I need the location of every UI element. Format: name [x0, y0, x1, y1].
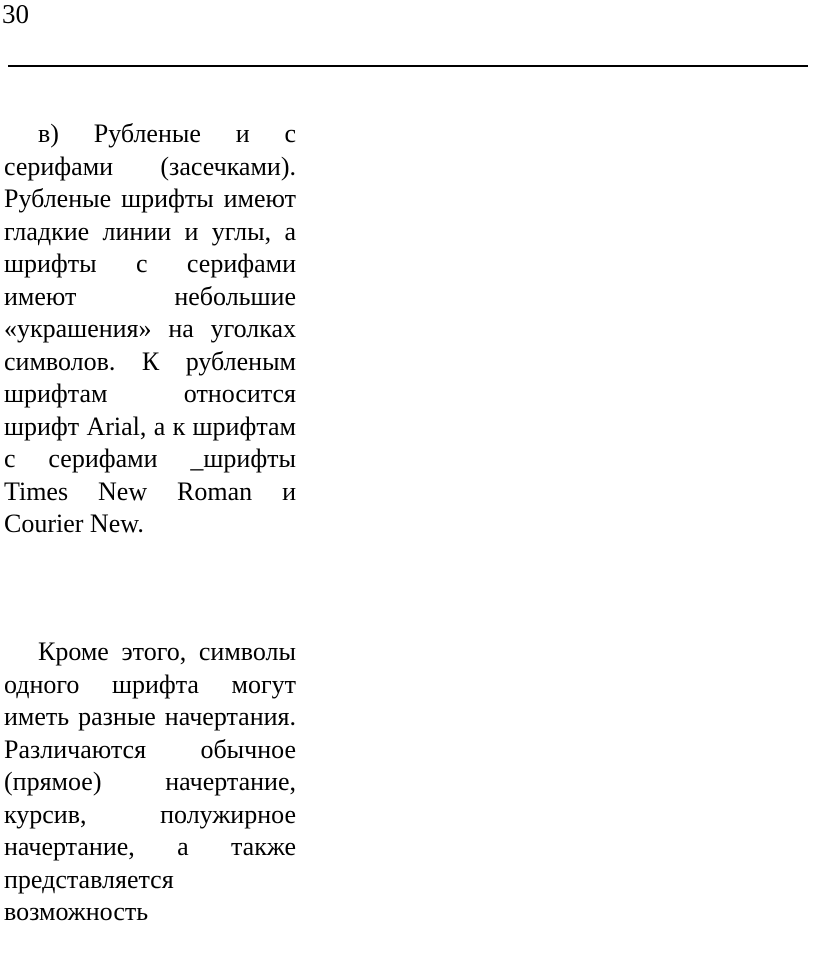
page-number: 30 — [2, 0, 29, 29]
header-rule — [8, 65, 808, 67]
paragraph-text: Кроме этого, символы одного шрифта могут иметь разные начертания. Различаются обычное (прямое) начертание, курсив, полужирное начертание, а также представляется возможность — [4, 637, 296, 926]
body-paragraph-1 — [4, 118, 296, 541]
paragraph-text: в) Рубленые и с серифами (засечками). Рубленые шрифты имеют гладкие линии и углы, а шрифты с серифами имеют небольшие «украшения» на уголках символов. К рубленым шрифтам относится шрифт Arial, а к шрифтам с серифами _шрифты Times New Roman и Courier New. — [4, 119, 296, 538]
body-paragraph-2 — [4, 636, 296, 929]
